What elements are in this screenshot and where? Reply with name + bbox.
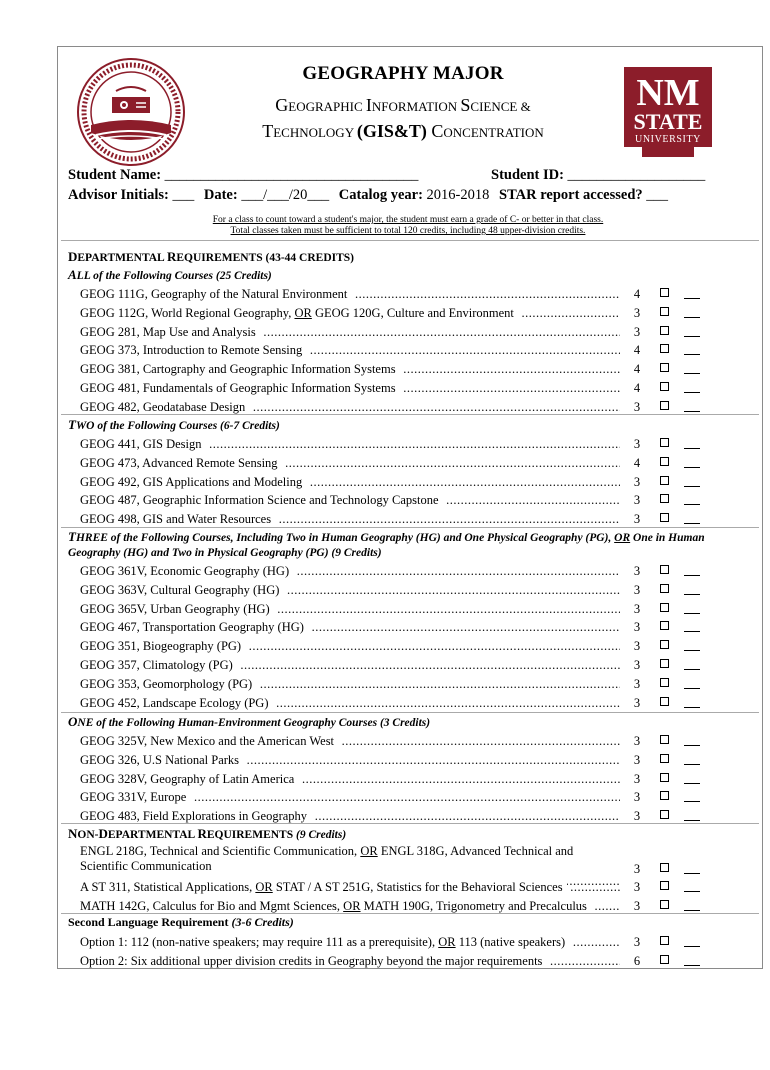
- credit-hours: 3: [633, 437, 641, 451]
- course-row: [58, 656, 762, 674]
- nmsu-logo: [620, 63, 716, 161]
- student-name-label: Student Name:: [68, 167, 162, 183]
- course-row: [58, 788, 762, 806]
- completion-checkbox[interactable]: [660, 881, 669, 890]
- group-two-heading: TWO of the Following Courses (6-7 Credits): [68, 417, 280, 432]
- course-row: [58, 600, 762, 618]
- completion-checkbox[interactable]: [660, 697, 669, 706]
- grade-blank[interactable]: [684, 688, 700, 689]
- course-name: GEOG 363V, Cultural Geography (HG) .....: [80, 581, 620, 599]
- credit-hours: 4: [633, 455, 641, 470]
- divider: [61, 414, 759, 415]
- grade-blank[interactable]: [684, 392, 700, 393]
- course-row: [58, 732, 762, 750]
- advisor-initials-label: Advisor Initials:: [68, 187, 169, 203]
- grade-blank[interactable]: [684, 594, 700, 595]
- student-name-blank[interactable]: ___________________________________: [164, 167, 419, 183]
- course-name: GEOG 373, Introduction to Remote Sensing .....: [80, 341, 620, 359]
- course-name: GEOG 381, Cartography and Geographic Information Systems .....: [80, 360, 620, 378]
- course-name: GEOG 452, Landscape Ecology (PG) .....: [80, 694, 620, 712]
- credit-hours: 4: [633, 362, 641, 377]
- course-name: Option 2: Six additional upper division credits in Geography beyond the major requirements .....: [80, 952, 620, 970]
- grade-blank[interactable]: [684, 910, 700, 911]
- course-row: [58, 473, 762, 491]
- catalog-year-label: Catalog year:: [338, 187, 423, 203]
- course-row: [58, 341, 762, 359]
- divider: [61, 240, 759, 241]
- completion-checkbox[interactable]: [660, 584, 669, 593]
- completion-checkbox[interactable]: [660, 773, 669, 782]
- completion-checkbox[interactable]: [660, 307, 669, 316]
- grade-blank[interactable]: [684, 504, 700, 505]
- course-row: [58, 933, 762, 951]
- credit-hours: 3: [633, 620, 641, 635]
- completion-checkbox[interactable]: [660, 457, 669, 466]
- grade-blank[interactable]: [684, 486, 700, 487]
- grade-blank[interactable]: [684, 298, 700, 299]
- course-row: [58, 435, 762, 453]
- grade-blank[interactable]: [684, 820, 700, 821]
- grade-blank[interactable]: [684, 965, 700, 966]
- course-row: [58, 770, 762, 788]
- completion-checkbox[interactable]: [660, 810, 669, 819]
- credit-hours: 3: [633, 771, 641, 786]
- grade-blank[interactable]: [684, 613, 700, 614]
- course-row: [58, 694, 762, 712]
- second-language-heading: Second Language Requirement (3-6 Credits): [68, 915, 294, 929]
- course-name: Option 1: 112 (non-native speakers; may require 111 as a prerequisite), OR 113 (native speakers) .....: [80, 933, 620, 951]
- course-name: GEOG 365V, Urban Geography (HG) .....: [80, 600, 620, 618]
- course-name: GEOG 483, Field Explorations in Geography .....: [80, 807, 620, 825]
- course-name: GEOG 111G, Geography of the Natural Environment .....: [80, 285, 620, 303]
- credit-hours: 4: [633, 381, 641, 395]
- advisor-row: [68, 185, 758, 205]
- course-name: GEOG 441, GIS Design .....: [80, 435, 620, 453]
- course-name: GEOG 281, Map Use and Analysis .....: [80, 323, 620, 341]
- completion-checkbox[interactable]: [660, 735, 669, 744]
- credit-hours: 3: [633, 880, 641, 894]
- completion-checkbox[interactable]: [660, 955, 669, 964]
- credit-hours: 3: [633, 474, 641, 489]
- credit-hours: 3: [633, 752, 641, 767]
- credit-hours: 3: [633, 898, 641, 913]
- course-row: [58, 878, 762, 896]
- course-name: GEOG 353, Geomorphology (PG) .....: [80, 675, 620, 693]
- grade-blank[interactable]: [684, 411, 700, 412]
- course-name: GEOG 473, Advanced Remote Sensing .....: [80, 454, 620, 472]
- course-name: GEOG 498, GIS and Water Resources .....: [80, 510, 620, 528]
- completion-checkbox[interactable]: [660, 621, 669, 630]
- grade-blank[interactable]: [684, 946, 700, 947]
- credit-hours: 3: [633, 305, 641, 320]
- grade-blank[interactable]: [684, 373, 700, 374]
- course-row: [58, 491, 762, 509]
- grade-blank[interactable]: [684, 801, 700, 802]
- course-row: [58, 952, 762, 970]
- grade-blank[interactable]: [684, 354, 700, 355]
- date-blank[interactable]: ___/___/20___: [241, 187, 330, 203]
- credit-hours: 3: [633, 399, 641, 414]
- course-name: MATH 142G, Calculus for Bio and Mgmt Sciences, OR MATH 190G, Trigonometry and Precalculus .....: [80, 897, 620, 915]
- concentration-title: [188, 93, 618, 145]
- course-name: GEOG 325V, New Mexico and the American West .....: [80, 732, 620, 750]
- completion-checkbox[interactable]: [660, 326, 669, 335]
- completion-checkbox[interactable]: [660, 754, 669, 763]
- completion-checkbox[interactable]: [660, 288, 669, 297]
- divider: [61, 527, 759, 528]
- completion-checkbox[interactable]: [660, 344, 669, 353]
- course-name: GEOG 481, Fundamentals of Geographic Information Systems .....: [80, 379, 620, 397]
- student-info-fields: [68, 165, 758, 205]
- completion-checkbox[interactable]: [660, 900, 669, 909]
- course-name: GEOG 331V, Europe .....: [80, 788, 620, 806]
- grade-blank[interactable]: [684, 783, 700, 784]
- grade-blank[interactable]: [684, 448, 700, 449]
- course-row: [58, 562, 762, 580]
- date-label: Date:: [203, 187, 238, 203]
- completion-checkbox[interactable]: [660, 438, 669, 447]
- completion-checkbox[interactable]: [660, 863, 669, 872]
- course-name: GEOG 492, GIS Applications and Modeling .....: [80, 473, 620, 491]
- checklist-page: [57, 46, 763, 969]
- catalog-year-value: 2016-2018: [426, 187, 490, 203]
- credit-hours: 3: [633, 324, 641, 339]
- page-title: GEOGRAPHY MAJOR: [302, 63, 504, 84]
- completion-checkbox[interactable]: [660, 565, 669, 574]
- grade-blank[interactable]: [684, 707, 700, 708]
- course-row: [58, 454, 762, 472]
- divider: [61, 712, 759, 713]
- course-name: GEOG 357, Climatology (PG) .....: [80, 656, 620, 674]
- completion-checkbox[interactable]: [660, 678, 669, 687]
- advisor-initials-blank[interactable]: ___: [172, 187, 195, 203]
- credit-hours: 3: [633, 862, 641, 876]
- notice-line-1: For a class to count toward a student's major, the student must earn a grade of C- or better in that class.: [212, 215, 604, 225]
- course-row: [58, 751, 762, 769]
- course-row: [58, 581, 762, 599]
- credit-hours: 3: [633, 564, 641, 578]
- grade-blank[interactable]: [684, 467, 700, 468]
- student-id-label: Student ID:: [491, 167, 564, 183]
- course-name: A ST 311, Statistical Applications, OR STAT / A ST 251G, Statistics for the Behavioral Sciences .....: [80, 878, 620, 896]
- grade-blank[interactable]: [684, 873, 700, 874]
- non-departmental-requirements-heading: NON-DEPARTMENTAL REQUIREMENTS (9 Credits): [68, 826, 347, 841]
- credit-hours: 3: [633, 493, 641, 508]
- concentration-line-2: TECHNOLOGY (GIS&T) CONCENTRATION: [262, 121, 544, 141]
- credit-hours: 3: [633, 935, 641, 949]
- credit-hours: 3: [633, 601, 641, 616]
- grade-blank[interactable]: [684, 745, 700, 746]
- concentration-line-1: GEOGRAPHIC INFORMATION SCIENCE &: [275, 95, 531, 115]
- course-name: GEOG 482, Geodatabase Design .....: [80, 398, 620, 416]
- course-row: [58, 618, 762, 636]
- completion-checkbox[interactable]: [660, 791, 669, 800]
- completion-checkbox[interactable]: [660, 603, 669, 612]
- grade-blank[interactable]: [684, 523, 700, 524]
- credit-hours: 3: [633, 809, 641, 824]
- completion-checkbox[interactable]: [660, 476, 669, 485]
- completion-checkbox[interactable]: [660, 936, 669, 945]
- star-report-blank[interactable]: ___: [646, 187, 669, 203]
- state-seal-icon: [76, 57, 186, 167]
- grade-blank[interactable]: [684, 631, 700, 632]
- grade-blank[interactable]: [684, 317, 700, 318]
- course-name: GEOG 328V, Geography of Latin America .....: [80, 770, 620, 788]
- divider: [61, 913, 759, 914]
- course-name: GEOG 361V, Economic Geography (HG) .....: [80, 562, 620, 580]
- grade-blank[interactable]: [684, 891, 700, 892]
- star-report-label: STAR report accessed?: [499, 187, 643, 203]
- course-name: GEOG 112G, World Regional Geography, OR GEOG 120G, Culture and Environment .....: [80, 304, 620, 322]
- title-block: [188, 63, 618, 145]
- departmental-requirements-heading: DEPARTMENTAL REQUIREMENTS (43-44 CREDITS): [68, 249, 355, 264]
- svg-text:UNIVERSITY: UNIVERSITY: [635, 134, 701, 145]
- student-id-group: [491, 165, 705, 185]
- course-row: [58, 304, 762, 322]
- credit-hours: 3: [633, 512, 641, 527]
- divider: [61, 823, 759, 824]
- group-all-heading: ALL of the Following Courses (25 Credits): [68, 267, 272, 282]
- course-row: [58, 285, 762, 303]
- completion-checkbox[interactable]: [660, 382, 669, 391]
- credit-hours: 4: [633, 287, 641, 301]
- completion-checkbox[interactable]: [660, 363, 669, 372]
- course-name: GEOG 326, U.S National Parks .....: [80, 751, 620, 769]
- course-name: ENGL 218G, Technical and Scientific Communication, OR ENGL 318G, Advanced Technical and Scientific Communication .....: [80, 844, 620, 889]
- notice-line-2: Total classes taken must be sufficient to total 120 credits, including 48 upper-division credits.: [230, 226, 586, 236]
- course-row: [58, 844, 762, 878]
- credit-hours: 3: [633, 582, 641, 597]
- course-name: GEOG 487, Geographic Information Science and Technology Capstone .....: [80, 491, 620, 509]
- course-row: [58, 379, 762, 397]
- credit-hours: 3: [633, 695, 641, 710]
- completion-checkbox[interactable]: [660, 494, 669, 503]
- credit-hours: 3: [633, 639, 641, 654]
- completion-checkbox[interactable]: [660, 659, 669, 668]
- course-name: GEOG 467, Transportation Geography (HG) .....: [80, 618, 620, 636]
- grade-notice: [68, 215, 748, 237]
- group-three-heading: THREE of the Following Courses, Including Two in Human Geography (HG) and One Physical Geography (PG), OR One in Human Geography (HG) and Two in Physical Geography (PG) (9 Credits): [68, 529, 705, 559]
- svg-text:NM: NM: [636, 72, 700, 114]
- course-row: [58, 637, 762, 655]
- completion-checkbox[interactable]: [660, 401, 669, 410]
- completion-checkbox[interactable]: [660, 640, 669, 649]
- completion-checkbox[interactable]: [660, 513, 669, 522]
- course-row: [58, 323, 762, 341]
- credit-hours: 3: [633, 790, 641, 805]
- student-id-blank[interactable]: ___________________: [567, 167, 706, 183]
- credit-hours: 3: [633, 676, 641, 691]
- course-row: [58, 510, 762, 528]
- credit-hours: 3: [633, 734, 641, 748]
- grade-blank[interactable]: [684, 336, 700, 337]
- grade-blank[interactable]: [684, 575, 700, 576]
- course-row: [58, 360, 762, 378]
- credit-hours: 3: [633, 658, 641, 672]
- credit-hours: 4: [633, 343, 641, 358]
- credit-hours: 6: [633, 953, 641, 968]
- course-row: [58, 675, 762, 693]
- grade-blank[interactable]: [684, 669, 700, 670]
- course-name: GEOG 351, Biogeography (PG) .....: [80, 637, 620, 655]
- svg-text:STATE: STATE: [633, 109, 703, 134]
- grade-blank[interactable]: [684, 650, 700, 651]
- group-one-heading: ONE of the Following Human-Environment Geography Courses (3 Credits): [68, 714, 431, 729]
- student-name-row: [68, 165, 758, 185]
- grade-blank[interactable]: [684, 764, 700, 765]
